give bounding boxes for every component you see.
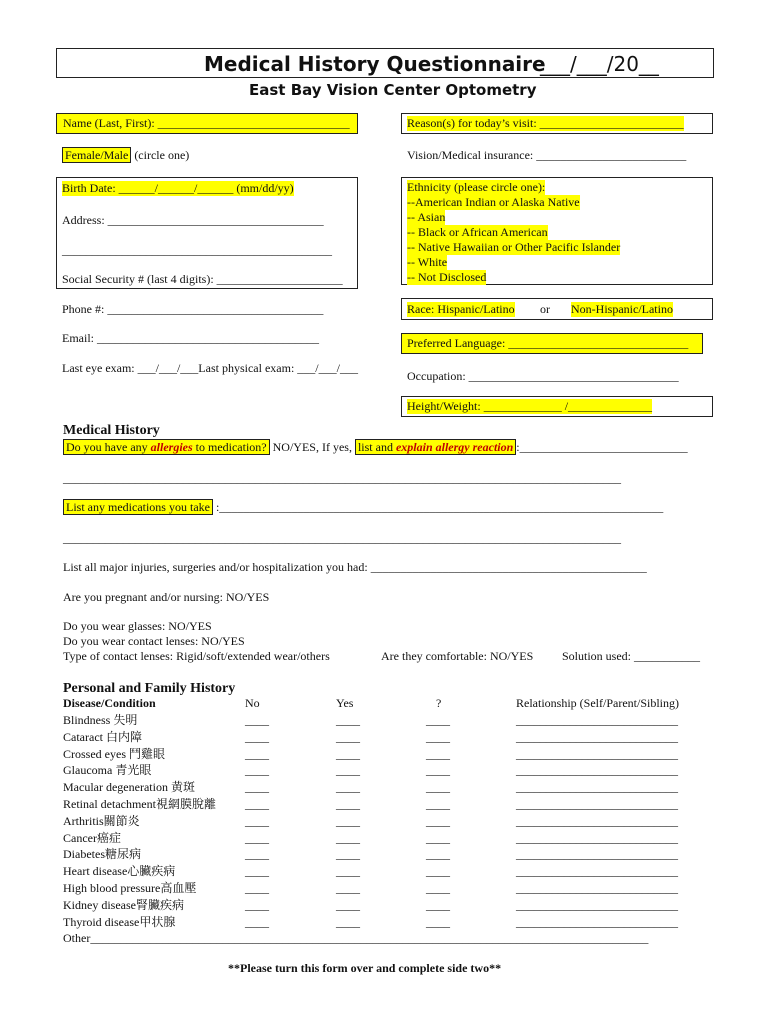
email-field[interactable]: Email: _____________________________________ (62, 331, 319, 345)
address-line-1[interactable]: Address: ____________________________________ (62, 213, 324, 227)
relationship-blank[interactable]: ___________________________ (516, 713, 678, 727)
clinic-name: East Bay Vision Center Optometry (249, 81, 537, 99)
birth-date-field[interactable]: Birth Date: ______/______/______ (mm/dd/yy) (62, 181, 294, 195)
condition-label: Crossed eyes 鬥雞眼 (63, 747, 165, 761)
gender-label: Female/Male (62, 147, 131, 163)
no-blank[interactable]: ____ (245, 780, 269, 794)
medications-question[interactable] (63, 500, 663, 515)
relationship-blank[interactable]: ___________________________ (516, 780, 678, 794)
yes-blank[interactable]: ____ (336, 763, 360, 777)
condition-label: Cataract 白内障 (63, 730, 142, 744)
unknown-blank[interactable]: ____ (426, 730, 450, 744)
unknown-blank[interactable]: ____ (426, 898, 450, 912)
yes-blank[interactable]: ____ (336, 780, 360, 794)
medications-tail: :__________________________________________________________________________ (212, 500, 664, 514)
relationship-blank[interactable]: ___________________________ (516, 898, 678, 912)
condition-label: Cancer癌症 (63, 831, 121, 845)
medications-blank-line[interactable]: _____________________________________________________________________________________________ (63, 531, 621, 545)
unknown-blank[interactable]: ____ (426, 915, 450, 929)
date-blank[interactable]: ___/___/20__ (540, 52, 659, 76)
unknown-blank[interactable]: ____ (426, 864, 450, 878)
other-condition-field[interactable]: Other_____________________________________________________________________________________________ (63, 931, 649, 945)
ethnicity-option[interactable]: -- Not Disclosed (407, 270, 487, 284)
address-line-2[interactable]: _____________________________________________ (62, 243, 332, 257)
relationship-blank[interactable]: ___________________________ (516, 915, 678, 929)
gender-field[interactable] (62, 148, 189, 163)
no-blank[interactable]: ____ (245, 797, 269, 811)
race-or: or (540, 302, 550, 316)
race-non-hispanic[interactable]: Non-Hispanic/Latino (571, 302, 673, 316)
allergy-prompt (63, 439, 270, 455)
ethnicity-option[interactable]: -- Asian (407, 210, 446, 224)
allergy-list: list and (357, 440, 396, 454)
relationship-blank[interactable]: ___________________________ (516, 831, 678, 845)
ethnicity-option[interactable]: -- Black or African American (407, 225, 548, 239)
yes-blank[interactable]: ____ (336, 730, 360, 744)
no-blank[interactable]: ____ (245, 763, 269, 777)
condition-label: Diabetes糖尿病 (63, 847, 141, 861)
col-unknown: ? (436, 696, 442, 710)
insurance-field[interactable]: Vision/Medical insurance: _________________________ (407, 148, 687, 162)
yes-blank[interactable]: ____ (336, 797, 360, 811)
unknown-blank[interactable]: ____ (426, 747, 450, 761)
yes-blank[interactable]: ____ (336, 831, 360, 845)
pregnant-field[interactable]: Are you pregnant and/or nursing: NO/YES (63, 590, 270, 604)
condition-label: Thyroid disease甲状腺 (63, 915, 176, 929)
solution-field[interactable]: Solution used: ___________ (562, 649, 701, 663)
ethnicity-option[interactable]: -- White (407, 255, 448, 269)
condition-label: Kidney disease腎臟疾病 (63, 898, 184, 912)
col-relationship: Relationship (Self/Parent/Sibling) (516, 696, 679, 710)
gender-note: (circle one) (131, 148, 190, 162)
contact-type-field[interactable]: Type of contact lenses: Rigid/soft/extended wear/others (63, 649, 330, 663)
contacts-field[interactable]: Do you wear contact lenses: NO/YES (63, 634, 245, 648)
ethnicity-option[interactable]: --American Indian or Alaska Native (407, 195, 580, 209)
allergy-mid: NO/YES, If yes, (269, 440, 355, 454)
relationship-blank[interactable]: ___________________________ (516, 797, 678, 811)
unknown-blank[interactable]: ____ (426, 763, 450, 777)
no-blank[interactable]: ____ (245, 898, 269, 912)
yes-blank[interactable]: ____ (336, 864, 360, 878)
yes-blank[interactable]: ____ (336, 881, 360, 895)
medical-history-heading: Medical History (63, 423, 160, 438)
relationship-blank[interactable]: ___________________________ (516, 847, 678, 861)
glasses-field[interactable]: Do you wear glasses: NO/YES (63, 619, 212, 633)
col-yes: Yes (336, 696, 354, 710)
no-blank[interactable]: ____ (245, 713, 269, 727)
unknown-blank[interactable]: ____ (426, 814, 450, 828)
relationship-blank[interactable]: ___________________________ (516, 864, 678, 878)
race-hispanic[interactable]: Race: Hispanic/Latino (407, 302, 515, 316)
unknown-blank[interactable]: ____ (426, 831, 450, 845)
condition-label: Blindness 失明 (63, 713, 138, 727)
condition-label: Arthritis關節炎 (63, 814, 140, 828)
allergy-word: allergies (150, 440, 193, 454)
yes-blank[interactable]: ____ (336, 814, 360, 828)
allergy-question[interactable] (63, 440, 688, 455)
no-blank[interactable]: ____ (245, 864, 269, 878)
yes-blank[interactable]: ____ (336, 915, 360, 929)
allergy-q2: to medication? (192, 440, 267, 454)
yes-blank[interactable]: ____ (336, 747, 360, 761)
unknown-blank[interactable]: ____ (426, 797, 450, 811)
phone-field[interactable]: Phone #: ____________________________________ (62, 302, 324, 316)
allergy-q1: Do you have any (66, 440, 151, 454)
allergy-list-prompt (355, 439, 516, 455)
no-blank[interactable]: ____ (245, 881, 269, 895)
reason-field[interactable]: Reason(s) for today’s visit: ________________________ (407, 116, 684, 130)
relationship-blank[interactable]: ___________________________ (516, 763, 678, 777)
yes-blank[interactable]: ____ (336, 713, 360, 727)
yes-blank[interactable]: ____ (336, 847, 360, 861)
injuries-field[interactable]: List all major injuries, surgeries and/or hospitalization you had: ______________________________________________ (63, 560, 647, 574)
relationship-blank[interactable]: ___________________________ (516, 730, 678, 744)
family-history-heading: Personal and Family History (63, 681, 236, 696)
no-blank[interactable]: ____ (245, 814, 269, 828)
relationship-blank[interactable]: ___________________________ (516, 814, 678, 828)
ethnicity-option[interactable]: -- Native Hawaiian or Other Pacific Islander (407, 240, 621, 254)
medications-label: List any medications you take (63, 499, 213, 515)
allergy-explain: explain allergy reaction (395, 440, 514, 454)
language-field[interactable]: Preferred Language: ______________________________ (407, 336, 689, 350)
condition-label: Heart disease心臟疾病 (63, 864, 176, 878)
no-blank[interactable]: ____ (245, 847, 269, 861)
allergy-blank-line[interactable]: _____________________________________________________________________________________________ (63, 471, 621, 485)
relationship-blank[interactable]: ___________________________ (516, 881, 678, 895)
condition-label: Macular degeneration 黄斑 (63, 780, 195, 794)
occupation-field[interactable]: Occupation: ___________________________________ (407, 369, 679, 383)
footer-note: **Please turn this form over and complete side two** (228, 961, 502, 975)
condition-label: Retinal detachment視網膜脫離 (63, 797, 216, 811)
no-blank[interactable]: ____ (245, 915, 269, 929)
no-blank[interactable]: ____ (245, 747, 269, 761)
no-blank[interactable]: ____ (245, 730, 269, 744)
form-title: Medical History Questionnaire (204, 52, 546, 76)
ssn-field[interactable]: Social Security # (last 4 digits): _____________________ (62, 272, 343, 286)
col-no: No (245, 696, 260, 710)
no-blank[interactable]: ____ (245, 831, 269, 845)
col-condition: Disease/Condition (63, 696, 156, 710)
condition-label: High blood pressure高血壓 (63, 881, 197, 895)
last-exam-field[interactable]: Last eye exam: ___/___/___Last physical exam: ___/___/___ (62, 361, 358, 375)
yes-blank[interactable]: ____ (336, 898, 360, 912)
relationship-blank[interactable]: ___________________________ (516, 747, 678, 761)
unknown-blank[interactable]: ____ (426, 847, 450, 861)
unknown-blank[interactable]: ____ (426, 713, 450, 727)
allergy-tail: :____________________________ (516, 440, 688, 454)
unknown-blank[interactable]: ____ (426, 881, 450, 895)
unknown-blank[interactable]: ____ (426, 780, 450, 794)
height-weight-field[interactable]: Height/Weight: _____________ /______________ (407, 399, 653, 413)
comfortable-field[interactable]: Are they comfortable: NO/YES (381, 649, 534, 663)
name-field[interactable]: Name (Last, First): ________________________________ (63, 116, 350, 130)
condition-label: Glaucoma 青光眼 (63, 763, 152, 777)
ethnicity-title: Ethnicity (please circle one): (407, 180, 546, 194)
